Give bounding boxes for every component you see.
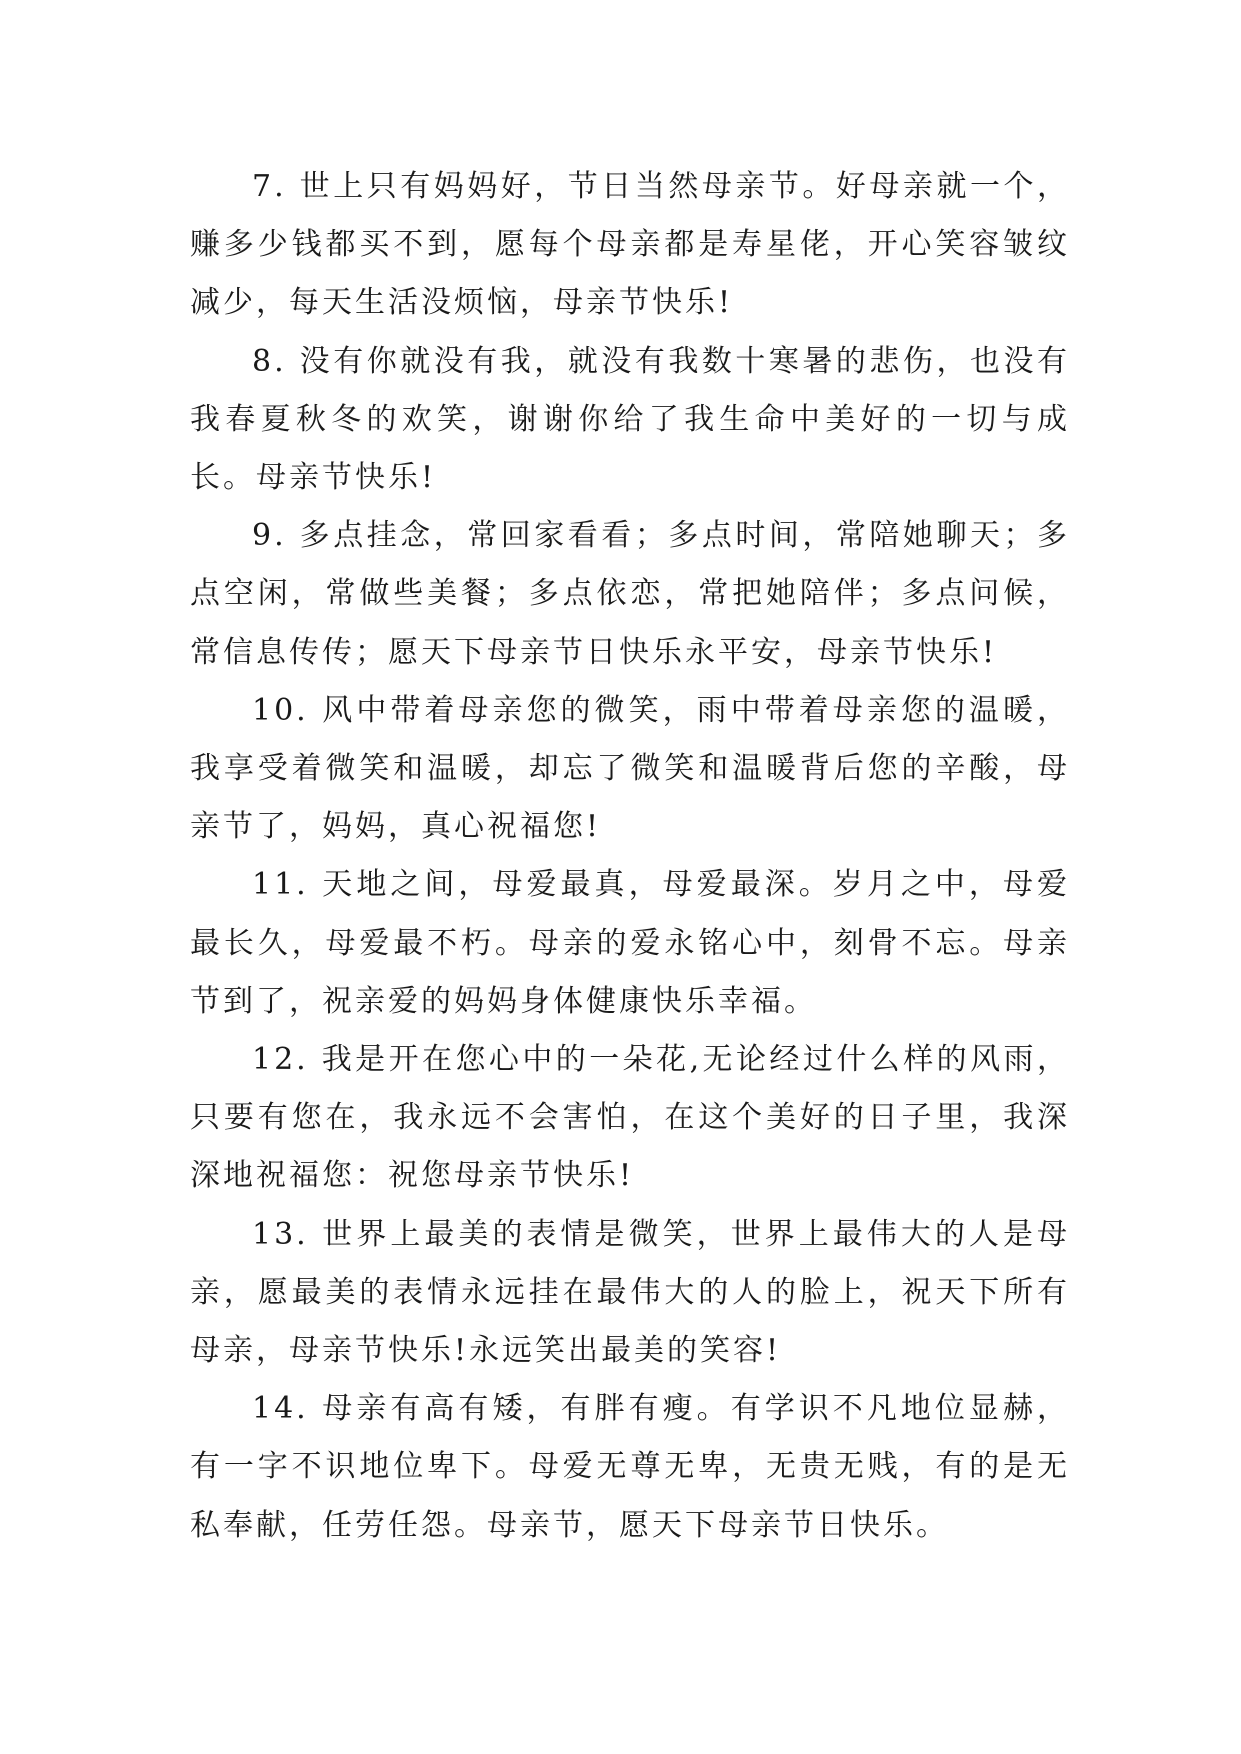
paragraph-7: 7. 世上只有妈妈好，节日当然母亲节。好母亲就一个，赚多少钱都买不到，愿每个母亲都是寿星佬，开心笑容皱纹减少，每天生活没烦恼，母亲节快乐! xyxy=(190,169,1070,321)
document-body xyxy=(190,158,1070,1555)
paragraph-11: 11. 天地之间，母爱最真，母爱最深。岁月之中，母爱最长久，母爱最不朽。母亲的爱永铭心中，刻骨不忘。母亲节到了，祝亲爱的妈妈身体健康快乐幸福。 xyxy=(190,867,1070,1019)
paragraph-13: 13. 世界上最美的表情是微笑，世界上最伟大的人是母亲，愿最美的表情永远挂在最伟大的人的脸上，祝天下所有母亲，母亲节快乐!永远笑出最美的笑容! xyxy=(190,1216,1070,1369)
paragraph-8: 8. 没有你就没有我，就没有我数十寒暑的悲伤，也没有我春夏秋冬的欢笑，谢谢你给了我生命中美好的一切与成长。母亲节快乐! xyxy=(190,343,1070,496)
paragraph-12: 12. 我是开在您心中的一朵花,无论经过什么样的风雨，只要有您在，我永远不会害怕，在这个美好的日子里，我深深地祝福您：祝您母亲节快乐! xyxy=(190,1042,1070,1194)
paragraph-10: 10. 风中带着母亲您的微笑，雨中带着母亲您的温暖，我享受着微笑和温暖，却忘了微笑和温暖背后您的辛酸，母亲节了，妈妈，真心祝福您! xyxy=(190,692,1070,845)
paragraph-14: 14. 母亲有高有矮，有胖有瘦。有学识不凡地位显赫，有一字不识地位卑下。母爱无尊无卑，无贵无贱，有的是无私奉献，任劳任怨。母亲节，愿天下母亲节日快乐。 xyxy=(190,1391,1070,1543)
paragraph-9: 9. 多点挂念，常回家看看；多点时间，常陪她聊天；多点空闲，常做些美餐；多点依恋，常把她陪伴；多点问候，常信息传传；愿天下母亲节日快乐永平安，母亲节快乐! xyxy=(190,518,1070,670)
